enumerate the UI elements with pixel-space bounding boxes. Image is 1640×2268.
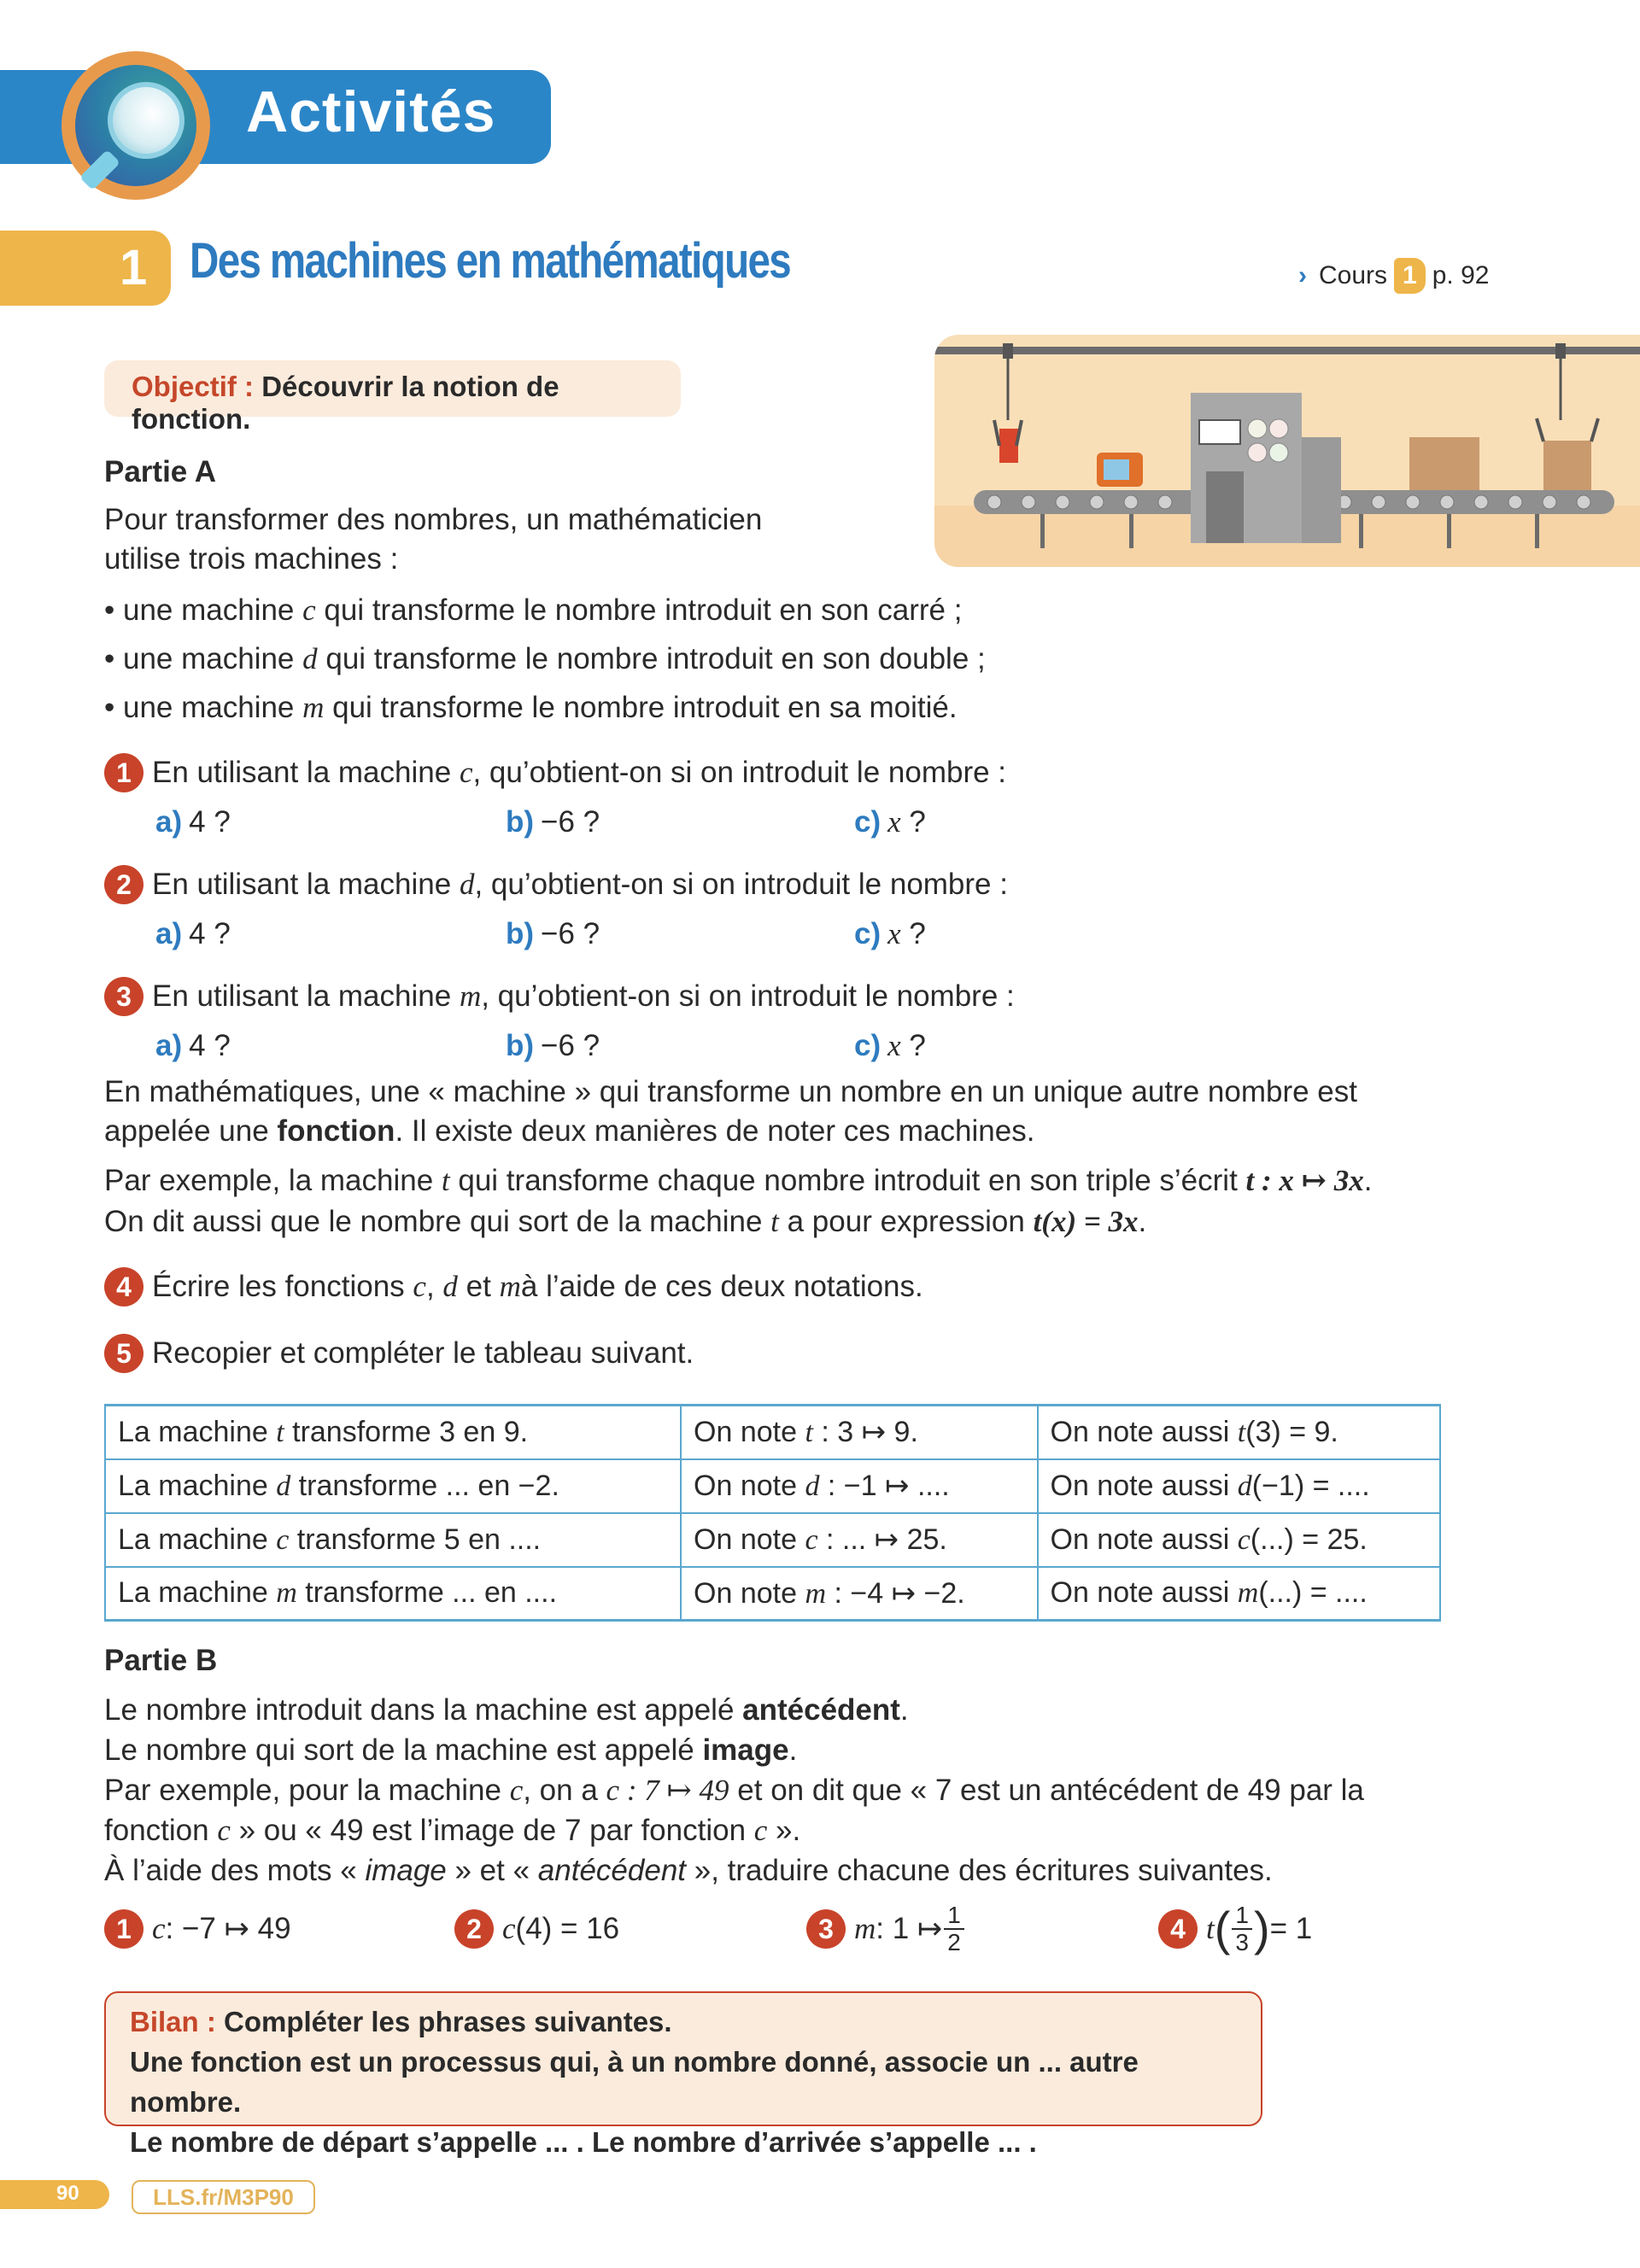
- formula: c : 7 ↦ 49: [606, 1774, 729, 1807]
- partie-b-item-4: [1158, 1903, 1312, 1955]
- gauge: [1269, 419, 1288, 438]
- table-cell: [1038, 1459, 1441, 1513]
- var: d: [442, 1270, 458, 1303]
- lls-link[interactable]: LLS.fr/M3P90: [132, 2180, 315, 2214]
- banner-title: Activités: [246, 79, 496, 144]
- example-line-2: On dit aussi que le nombre qui sort de la machine t a pour expression t(x) = 3x.: [104, 1205, 1147, 1238]
- objectif-text: Découvrir la notion de fonction.: [132, 371, 559, 435]
- bullet-var: d: [302, 642, 318, 675]
- table-cell: [681, 1459, 1037, 1513]
- cell-var: m: [805, 1577, 827, 1610]
- bilan-line: Compléter les phrases suivantes.: [224, 2006, 672, 2037]
- table-cell: [105, 1567, 681, 1621]
- question-number-badge: 5: [104, 1334, 144, 1373]
- table-cell: [681, 1513, 1037, 1567]
- definition-line-2: [104, 1112, 1034, 1151]
- var: c: [217, 1814, 231, 1847]
- part-label: b): [506, 1029, 535, 1062]
- var: t: [770, 1205, 779, 1238]
- text: , on a: [523, 1774, 606, 1807]
- table-row: [105, 1406, 1440, 1459]
- objectif-box: [104, 360, 681, 435]
- claw-right: [1537, 418, 1598, 441]
- bilan-box: [104, 1991, 1262, 2158]
- bilan-line: Une fonction est un processus qui, à un nombre donné, associe un ... autre nombre.: [130, 2046, 1139, 2118]
- bullet-text: qui transforme le nombre introduit en sa moitié.: [324, 691, 958, 724]
- part-label: c): [854, 917, 882, 950]
- question-text: En utilisant la machine: [152, 756, 452, 789]
- part-var: x: [887, 805, 901, 839]
- partie-b-line-4: [104, 1811, 800, 1850]
- fraction: [1232, 1903, 1252, 1955]
- question-number-badge: 2: [454, 1909, 494, 1949]
- text: . Il existe deux manières de noter ces machines.: [395, 1114, 1035, 1148]
- text: ».: [767, 1814, 801, 1847]
- table-cell: [1038, 1513, 1441, 1567]
- partie-b-item-3: [806, 1903, 966, 1955]
- text: Écrire les fonctions: [152, 1270, 405, 1303]
- numerator: 1: [944, 1903, 964, 1930]
- question-var: c: [459, 756, 473, 789]
- var: c: [753, 1814, 768, 1847]
- text: Le nombre introduit dans la machine est appelé: [104, 1693, 743, 1727]
- overhead-rail: [934, 347, 1640, 354]
- var: c: [509, 1774, 524, 1807]
- question-number-badge: 4: [104, 1267, 144, 1306]
- partie-a-title: Partie A: [104, 455, 216, 488]
- bilan-label: Bilan :: [130, 2006, 216, 2037]
- paren: ): [1253, 1902, 1270, 1955]
- text: ,: [425, 1270, 435, 1303]
- question-4: [104, 1267, 923, 1306]
- partie-b-line-3: [104, 1771, 1364, 1810]
- part-value: −6 ?: [541, 805, 600, 839]
- table-cell: [681, 1406, 1037, 1459]
- section-number: 1: [120, 240, 148, 295]
- bullet-item: [104, 591, 962, 630]
- var: t: [1206, 1912, 1215, 1945]
- italic-word: image: [365, 1854, 447, 1887]
- question-text: , qu’obtient-on si on introduit le nombre :: [474, 868, 1008, 901]
- answer-b: [506, 915, 600, 954]
- question-1: [104, 753, 1006, 792]
- expression: : 1 ↦: [876, 1912, 943, 1945]
- cell-var: c: [1237, 1523, 1250, 1556]
- section-title: Des machines en mathématiques: [190, 233, 791, 289]
- page-number-band: [0, 2180, 109, 2209]
- bullet-item: [104, 640, 986, 679]
- table-cell: [105, 1406, 681, 1459]
- denominator: 2: [947, 1929, 961, 1955]
- cell-var: d: [805, 1470, 820, 1502]
- part-value: 4 ?: [189, 805, 231, 839]
- question-number-badge: 2: [104, 865, 144, 904]
- bullet-var: c: [302, 593, 316, 627]
- machine-chute: [1302, 437, 1341, 543]
- table-cell: [1038, 1567, 1441, 1621]
- part-var: x: [887, 1029, 901, 1062]
- cell-text: (...) = ....: [1258, 1576, 1368, 1610]
- table-cell: [1038, 1406, 1441, 1459]
- part-label: a): [155, 805, 183, 839]
- part-label: b): [506, 805, 535, 839]
- cell-text: : −1 ↦ ....: [819, 1470, 950, 1502]
- text: fonction: [104, 1814, 218, 1847]
- cell-text: La machine: [118, 1469, 277, 1502]
- text: On dit aussi que le nombre qui sort de la machine: [104, 1205, 771, 1238]
- question-number-badge: 4: [1158, 1909, 1198, 1949]
- bullet-text: une machine: [122, 593, 303, 627]
- text: a pour expression: [778, 1205, 1034, 1238]
- question-text: En utilisant la machine: [152, 868, 452, 901]
- bullet-dot: •: [104, 593, 123, 627]
- text: et on dit que « 7 est un antécédent de 49 par la: [729, 1774, 1364, 1807]
- cell-text: transforme 5 en ....: [289, 1523, 542, 1556]
- text: appelée une: [104, 1114, 278, 1148]
- cell-text: La machine: [118, 1523, 277, 1556]
- cell-text: On note: [694, 1470, 805, 1502]
- question-text: En utilisant la machine: [152, 979, 452, 1013]
- cell-var: c: [276, 1523, 290, 1556]
- formula: t : x ↦ 3x: [1245, 1164, 1364, 1197]
- partie-b-line-5: [104, 1851, 1273, 1891]
- keyword-fonction: fonction: [277, 1114, 395, 1148]
- cours-reference-link[interactable]: [1298, 258, 1489, 294]
- red-can: [999, 429, 1018, 463]
- bullet-dot: •: [104, 691, 123, 724]
- text: », traduire chacune des écritures suivantes.: [686, 1854, 1273, 1887]
- bullet-var: m: [302, 691, 325, 724]
- question-text: , qu’obtient-on si on introduit le nombre :: [481, 979, 1015, 1013]
- text: » ou « 49 est l’image de 7 par fonction: [230, 1814, 754, 1847]
- expression: = 1: [1269, 1912, 1313, 1945]
- table-cell: [681, 1567, 1037, 1621]
- cell-var: c: [805, 1524, 818, 1556]
- page-number: 90: [56, 2182, 79, 2205]
- definition-line-1: En mathématiques, une « machine » qui transforme un nombre en un unique autre nombre est: [104, 1075, 1357, 1108]
- cell-text: On note aussi: [1050, 1576, 1238, 1610]
- cell-text: On note: [694, 1523, 805, 1556]
- answer-a: [155, 803, 231, 842]
- part-label: a): [155, 917, 183, 950]
- var: t: [441, 1164, 450, 1197]
- cell-text: : 3 ↦ 9.: [812, 1416, 918, 1449]
- var: c: [413, 1270, 426, 1303]
- partie-a-intro-2: utilise trois machines :: [104, 542, 399, 576]
- cell-text: La machine: [118, 1415, 277, 1448]
- bullet-text: une machine: [122, 691, 303, 724]
- var: m: [499, 1270, 521, 1303]
- answer-c: [854, 803, 926, 842]
- table-cell: [105, 1459, 681, 1513]
- cell-text: On note aussi: [1050, 1523, 1238, 1556]
- text: qui transforme chaque nombre introduit en son triple s’écrit: [449, 1164, 1246, 1197]
- cell-var: m: [276, 1577, 297, 1610]
- italic-word: antécédent: [537, 1854, 687, 1887]
- table-cell: [105, 1513, 681, 1567]
- part-value: ?: [900, 1029, 926, 1062]
- answer-a: [155, 1026, 231, 1066]
- bullet-dot: •: [104, 642, 123, 675]
- cell-text: On note aussi: [1050, 1415, 1238, 1448]
- part-value: ?: [900, 917, 926, 950]
- var: m: [854, 1912, 876, 1945]
- partie-b-item-2: [454, 1909, 619, 1949]
- device-screen: [1104, 459, 1129, 480]
- fraction: [944, 1903, 964, 1955]
- partie-b-line-2: [104, 1731, 797, 1770]
- cardboard-box: [1543, 441, 1591, 490]
- cell-var: d: [276, 1470, 291, 1502]
- keyword-image: image: [702, 1733, 789, 1767]
- gauge: [1248, 419, 1267, 438]
- part-var: x: [887, 917, 901, 950]
- function-notation-table: [104, 1404, 1441, 1622]
- part-label: c): [854, 1029, 882, 1062]
- cell-text: : −4 ↦ −2.: [826, 1576, 965, 1610]
- cell-text: On note: [694, 1576, 805, 1610]
- cell-var: t: [1237, 1416, 1246, 1448]
- partie-b-title: Partie B: [104, 1644, 218, 1677]
- rail-mount: [1003, 343, 1013, 359]
- cell-var: m: [1237, 1577, 1259, 1610]
- question-var: m: [459, 979, 482, 1013]
- conveyor-factory-illustration: [934, 335, 1640, 567]
- formula: t(x) = 3x: [1033, 1205, 1139, 1238]
- cell-text: La machine: [118, 1576, 277, 1610]
- cours-page: p. 92: [1432, 261, 1490, 289]
- question-2: [104, 865, 1008, 904]
- partie-a-intro-1: Pour transformer des nombres, un mathématicien: [104, 503, 763, 536]
- bullet-text: qui transforme le nombre introduit en son double ;: [317, 642, 986, 675]
- cell-var: t: [276, 1416, 284, 1448]
- magnifier-glass: [108, 82, 184, 159]
- part-label: b): [506, 917, 535, 950]
- bilan-line: Le nombre de départ s’appelle ... . Le nombre d’arrivée s’appelle ... .: [130, 2126, 1037, 2158]
- question-3: [104, 977, 1015, 1016]
- part-value: −6 ?: [541, 917, 600, 950]
- cours-label: Cours: [1319, 261, 1388, 289]
- part-value: 4 ?: [189, 1029, 231, 1062]
- machine-door: [1206, 471, 1244, 543]
- example-line-1: Par exemple, la machine t qui transforme chaque nombre introduit en son triple s’écrit t : x ↦ 3x.: [104, 1164, 1373, 1197]
- part-value: 4 ?: [189, 917, 231, 950]
- answer-b: [506, 1026, 600, 1066]
- cell-text: transforme 3 en 9.: [284, 1415, 529, 1448]
- cell-text: : ... ↦ 25.: [817, 1523, 947, 1556]
- question-text: , qu’obtient-on si on introduit le nombre :: [472, 756, 1007, 789]
- text: » et «: [446, 1854, 538, 1887]
- cell-text: (3) = 9.: [1245, 1415, 1338, 1448]
- conveyor-illustration-svg: [934, 335, 1640, 567]
- text: .: [788, 1733, 798, 1767]
- cardboard-box: [1409, 437, 1479, 490]
- text: Par exemple, la machine: [104, 1164, 442, 1197]
- machine-screen: [1199, 420, 1240, 444]
- part-label: a): [155, 1029, 183, 1062]
- keyword-antecedent: antécédent: [742, 1693, 900, 1727]
- cell-var: d: [1237, 1470, 1252, 1502]
- answer-c: [854, 1026, 926, 1066]
- text: et: [466, 1270, 491, 1303]
- table-row: [105, 1459, 1440, 1513]
- partie-b-line-1: [104, 1691, 909, 1730]
- cell-text: (−1) = ....: [1251, 1469, 1370, 1502]
- bullet-item: [104, 688, 958, 728]
- var: c: [152, 1912, 166, 1945]
- question-var: d: [459, 868, 475, 901]
- expression: (4) = 16: [515, 1912, 620, 1945]
- part-label: c): [854, 805, 882, 839]
- cell-text: (...) = 25.: [1250, 1523, 1368, 1556]
- text: Le nombre qui sort de la machine est appelé: [104, 1733, 703, 1767]
- rail-mount: [1555, 343, 1566, 359]
- table-row: [105, 1513, 1440, 1567]
- cell-text: On note aussi: [1050, 1469, 1238, 1502]
- question-number-badge: 1: [104, 1909, 144, 1949]
- text: .: [899, 1693, 909, 1727]
- cell-text: On note: [694, 1416, 805, 1449]
- chevron-right-icon: ›: [1298, 261, 1307, 289]
- gauge: [1248, 443, 1267, 462]
- expression: : −7 ↦ 49: [165, 1912, 291, 1945]
- text: À l’aide des mots «: [104, 1854, 366, 1887]
- part-value: −6 ?: [541, 1029, 600, 1062]
- objectif-label: Objectif :: [132, 371, 255, 402]
- table-row: [105, 1567, 1440, 1621]
- question-5: [104, 1334, 694, 1373]
- answer-c: [854, 915, 926, 954]
- gauge: [1269, 443, 1288, 462]
- text: Recopier et compléter le tableau suivant.: [152, 1336, 694, 1370]
- cours-badge: 1: [1394, 258, 1426, 294]
- question-number-badge: 3: [806, 1909, 846, 1949]
- bullet-text: une machine: [122, 642, 303, 675]
- answer-a: [155, 915, 231, 954]
- text: à l’aide de ces deux notations.: [520, 1270, 923, 1303]
- cell-text: transforme ... en ....: [296, 1576, 558, 1610]
- partie-b-item-1: [104, 1909, 291, 1949]
- text: Par exemple, pour la machine: [104, 1774, 510, 1807]
- numerator: 1: [1232, 1903, 1252, 1930]
- cell-var: t: [805, 1417, 813, 1449]
- question-number-badge: 1: [104, 753, 144, 792]
- part-value: ?: [900, 805, 926, 839]
- var: c: [502, 1912, 516, 1945]
- denominator: 3: [1235, 1929, 1249, 1955]
- paren: (: [1214, 1902, 1231, 1955]
- question-number-badge: 3: [104, 977, 144, 1016]
- bullet-text: qui transforme le nombre introduit en son carré ;: [315, 593, 963, 627]
- cell-text: transforme ... en −2.: [290, 1469, 559, 1502]
- answer-b: [506, 803, 600, 842]
